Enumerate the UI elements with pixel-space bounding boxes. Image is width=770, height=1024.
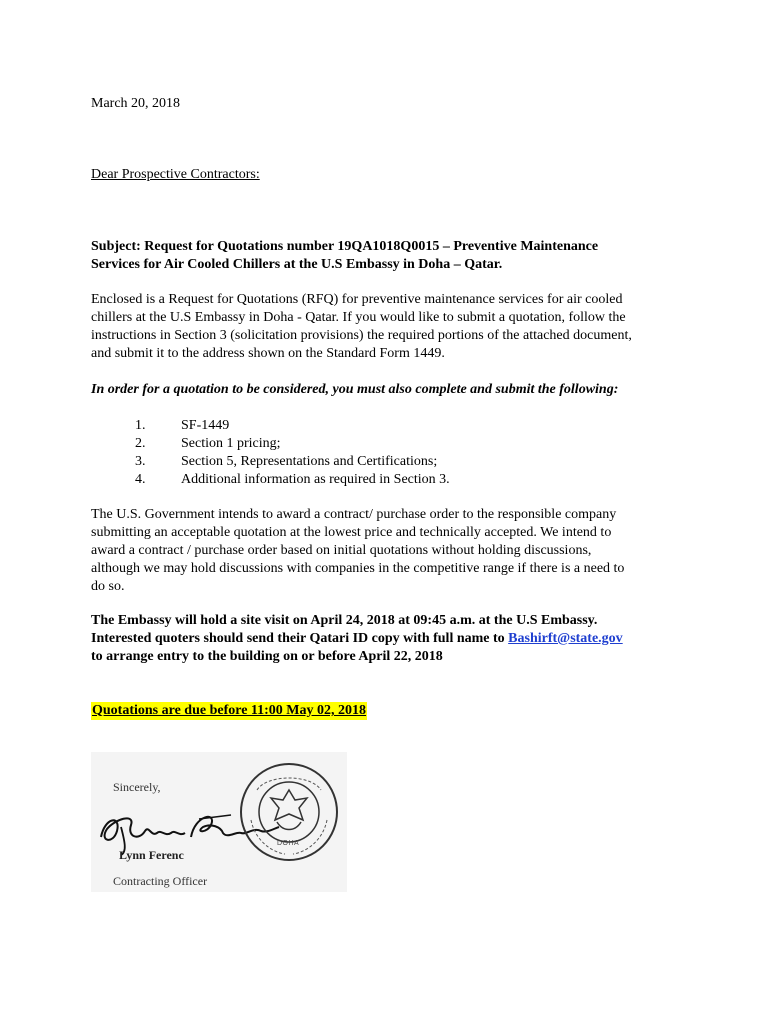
list-item: 3. Section 5, Representations and Certifications;	[135, 454, 438, 469]
list-item: 2. Section 1 pricing;	[135, 436, 281, 451]
intro-line: chillers at the U.S Embassy in Doha - Qatar. If you would like to submit a quotation, follow the	[91, 310, 626, 325]
list-item: 4. Additional information as required in Section 3.	[135, 472, 450, 487]
site-visit-line-1: The Embassy will hold a site visit on April 24, 2018 at 09:45 a.m. at the U.S Embassy.	[91, 613, 598, 628]
site-visit-line-2: Interested quoters should send their Qatari ID copy with full name to Bashirft@state.gov	[91, 631, 623, 646]
seal-label: DOHA	[277, 840, 300, 847]
intro-line: Enclosed is a Request for Quotations (RFQ) for preventive maintenance services for air cooled	[91, 292, 623, 307]
site-visit-line-3: to arrange entry to the building on or before April 22, 2018	[91, 649, 443, 664]
award-line: award a contract / purchase order based on initial quotations without holding discussions,	[91, 543, 592, 558]
salutation: Dear Prospective Contractors:	[91, 167, 260, 182]
signer-name: Lynn Ferenc	[119, 848, 184, 862]
site-visit-notice	[91, 612, 691, 666]
subject-line-1: Subject: Request for Quotations number 19QA1018Q0015 – Preventive Maintenance	[91, 239, 599, 254]
intro-line: and submit it to the address shown on the Standard Form 1449.	[91, 346, 445, 361]
award-paragraph	[91, 506, 691, 596]
subject-line-2: Services for Air Cooled Chillers at the U.S Embassy in Doha – Qatar.	[91, 257, 503, 272]
letter-date: March 20, 2018	[91, 96, 181, 111]
signature-block	[91, 752, 347, 892]
email-link[interactable]: Bashirft@state.gov	[508, 631, 623, 646]
award-line: The U.S. Government intends to award a contract/ purchase order to the responsible company	[91, 507, 617, 522]
requirements-heading: In order for a quotation to be considered, you must also complete and submit the following:	[91, 382, 619, 397]
requirements-list	[135, 417, 450, 489]
award-line: submitting an acceptable quotation at the lowest price and technically accepted. We intend to	[91, 525, 612, 540]
intro-line: instructions in Section 3 (solicitation provisions) the required portions of the attached document,	[91, 328, 632, 343]
award-line: although we may hold discussions with companies in the competitive range if there is a need to	[91, 561, 625, 576]
list-item: 1. SF-1449	[135, 418, 230, 433]
due-date-notice: Quotations are due before 11:00 May 02, 2018	[92, 703, 367, 718]
closing: Sincerely,	[113, 780, 161, 794]
award-line: do so.	[91, 579, 125, 594]
subject-heading	[91, 238, 681, 274]
intro-paragraph	[91, 291, 691, 363]
signer-title: Contracting Officer	[113, 874, 208, 888]
